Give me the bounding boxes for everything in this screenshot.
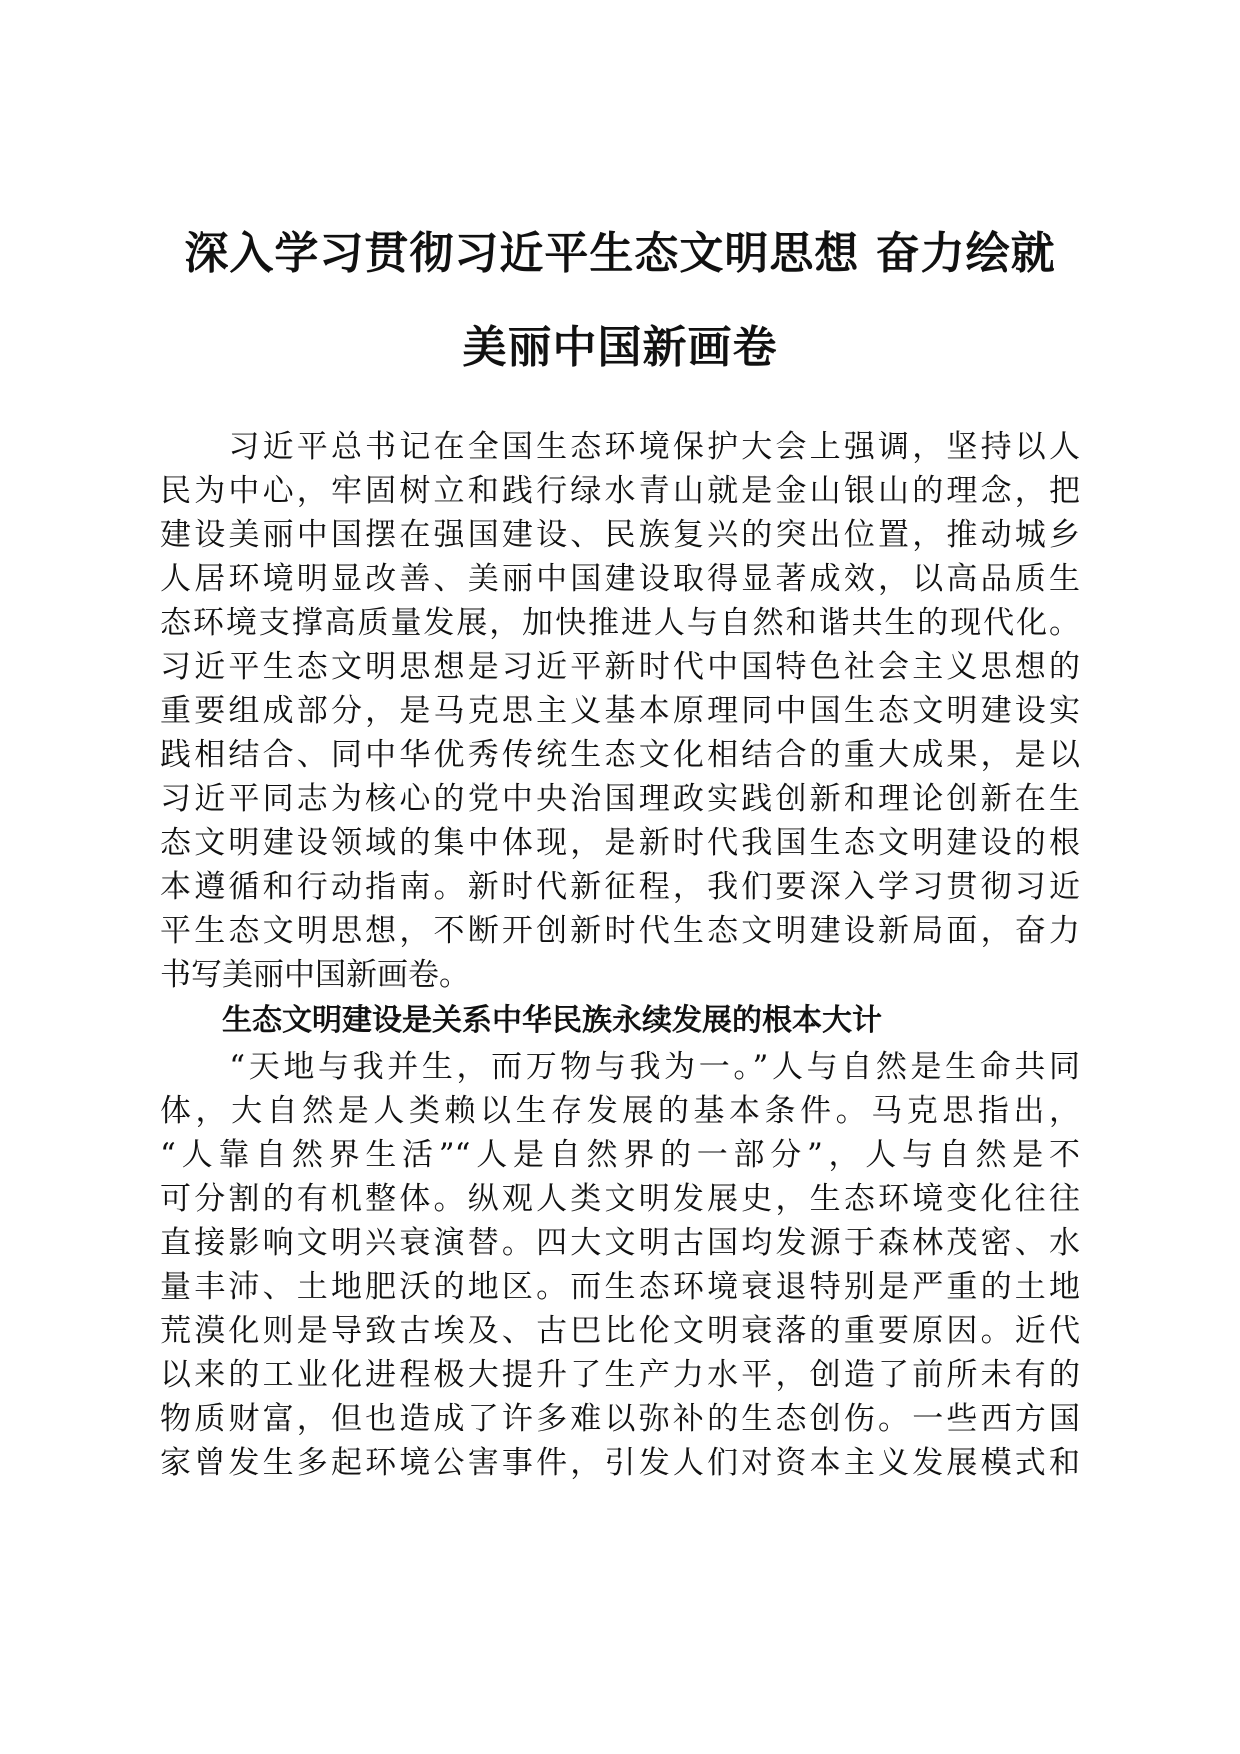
text-line: 民为中心，牢固树立和践行绿水青山就是金山银山的理念，把: [160, 473, 1080, 509]
text-line: 直接影响文明兴衰演替。四大文明古国均发源于森林茂密、水: [160, 1225, 1080, 1261]
section-heading: 生态文明建设是关系中华民族永续发展的根本大计: [222, 1003, 882, 1038]
text-line: 态文明建设领域的集中体现，是新时代我国生态文明建设的根: [160, 825, 1080, 861]
document-title-line-1: 深入学习贯彻习近平生态文明思想 奋力绘就: [184, 228, 1056, 279]
text-line: 家曾发生多起环境公害事件，引发人们对资本主义发展模式和: [160, 1445, 1080, 1481]
text-line: 量丰沛、土地肥沃的地区。而生态环境衰退特别是严重的土地: [160, 1269, 1080, 1305]
text-line: 建设美丽中国摆在强国建设、民族复兴的突出位置，推动城乡: [160, 517, 1080, 553]
text-line: “天地与我并生，而万物与我为一。”人与自然是生命共同: [160, 1049, 1080, 1085]
document-title-line-2: 美丽中国新画卷: [462, 322, 778, 373]
text-line: 习近平生态文明思想是习近平新时代中国特色社会主义思想的: [160, 649, 1080, 685]
text-line: 体，大自然是人类赖以生存发展的基本条件。马克思指出，: [160, 1093, 1080, 1129]
text-line: 平生态文明思想，不断开创新时代生态文明建设新局面，奋力: [160, 913, 1080, 949]
text-line: 习近平总书记在全国生态环境保护大会上强调，坚持以人: [160, 429, 1080, 465]
text-line: 人居环境明显改善、美丽中国建设取得显著成效，以高品质生: [160, 561, 1080, 597]
text-line: 习近平同志为核心的党中央治国理政实践创新和理论创新在生: [160, 781, 1080, 817]
text-line: 书写美丽中国新画卷。: [160, 957, 470, 993]
text-line: 以来的工业化进程极大提升了生产力水平，创造了前所未有的: [160, 1357, 1080, 1393]
text-line: 荒漠化则是导致古埃及、古巴比伦文明衰落的重要原因。近代: [160, 1313, 1080, 1349]
text-line: 重要组成部分，是马克思主义基本原理同中国生态文明建设实: [160, 693, 1080, 729]
text-line: 本遵循和行动指南。新时代新征程，我们要深入学习贯彻习近: [160, 869, 1080, 905]
text-line: “人靠自然界生活”“人是自然界的一部分”，人与自然是不: [160, 1137, 1080, 1173]
text-line: 态环境支撑高质量发展，加快推进人与自然和谐共生的现代化。: [160, 605, 1080, 641]
text-line: 可分割的有机整体。纵观人类文明发展史，生态环境变化往往: [160, 1181, 1080, 1217]
text-line: 物质财富，但也造成了许多难以弥补的生态创伤。一些西方国: [160, 1401, 1080, 1437]
text-line: 践相结合、同中华优秀传统生态文化相结合的重大成果，是以: [160, 737, 1080, 773]
